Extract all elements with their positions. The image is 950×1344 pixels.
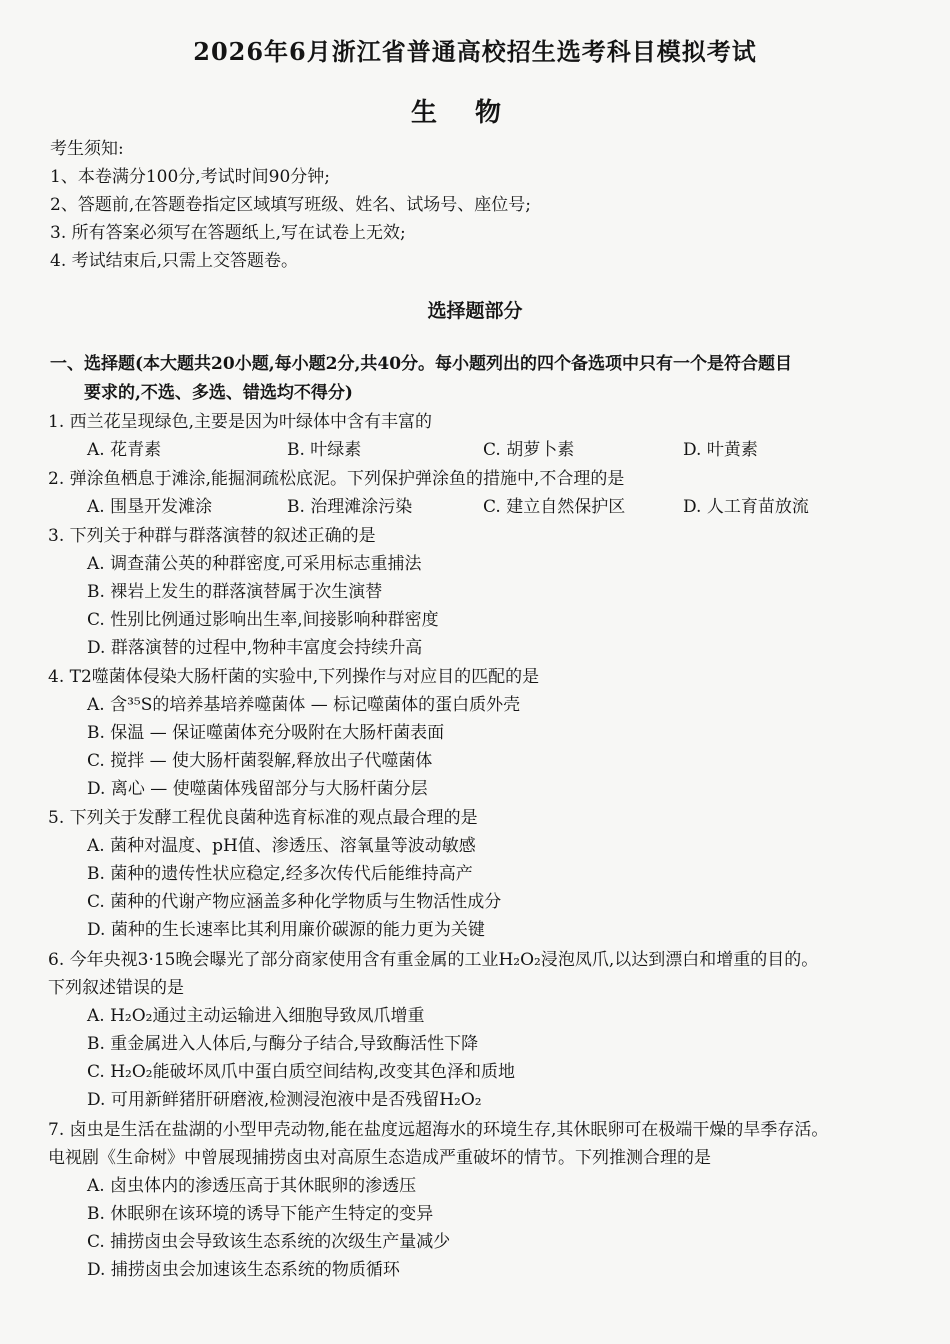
notice-item: 3. 所有答案必须写在答题纸上,写在试卷上无效; (50, 223, 406, 243)
option-a: A. 调查蒲公英的种群密度,可采用标志重捕法 (87, 554, 422, 574)
question-2-stem: 2. 弹涂鱼栖息于滩涂,能掘洞疏松底泥。下列保护弹涂鱼的措施中,不合理的是 (48, 469, 625, 489)
option-d: D. 人工育苗放流 (683, 497, 809, 517)
option-c: C. 建立自然保护区 (483, 497, 626, 517)
option-c: C. 菌种的代谢产物应涵盖多种化学物质与生物活性成分 (87, 892, 502, 912)
part-instructions (50, 350, 910, 408)
option-d: D. 捕捞卤虫会加速该生态系统的物质循环 (87, 1260, 400, 1280)
option-c: C. H₂O₂能破坏凤爪中蛋白质空间结构,改变其色泽和质地 (87, 1062, 516, 1082)
option-a: A. 围垦开发滩涂 (87, 497, 213, 517)
option-b: B. 叶绿素 (287, 440, 362, 460)
question-3-stem: 3. 下列关于种群与群落演替的叙述正确的是 (48, 526, 376, 546)
option-c: C. 搅拌 — 使大肠杆菌裂解,释放出子代噬菌体 (87, 751, 433, 771)
question-5-stem: 5. 下列关于发酵工程优良菌种选育标准的观点最合理的是 (48, 808, 478, 828)
question-7-stem-line2: 电视剧《生命树》中曾展现捕捞卤虫对高原生态造成严重破坏的情节。下列推测合理的是 (48, 1148, 711, 1168)
option-d: D. 叶黄素 (683, 440, 758, 460)
question-6-stem (48, 946, 918, 1002)
option-b: B. 保温 — 保证噬菌体充分吸附在大肠杆菌表面 (87, 723, 445, 743)
option-c: C. 捕捞卤虫会导致该生态系统的次级生产量减少 (87, 1232, 451, 1252)
option-b: B. 裸岩上发生的群落演替属于次生演替 (87, 582, 383, 602)
notice-item: 4. 考试结束后,只需上交答题卷。 (50, 251, 299, 271)
option-a: A. 菌种对温度、pH值、渗透压、溶氧量等波动敏感 (87, 836, 476, 856)
section-heading: 选择题部分 (427, 300, 523, 322)
exam-title: 2026年6月浙江省普通高校招生选考科目模拟考试 (193, 37, 757, 66)
option-d: D. 可用新鲜猪肝研磨液,检测浸泡液中是否残留H₂O₂ (87, 1090, 482, 1110)
notice-item: 1、本卷满分100分,考试时间90分钟; (50, 167, 331, 187)
option-c: C. 性别比例通过影响出生率,间接影响种群密度 (87, 610, 439, 630)
option-a: A. H₂O₂通过主动运输进入细胞导致凤爪增重 (87, 1006, 425, 1026)
option-b: B. 重金属进入人体后,与酶分子结合,导致酶活性下降 (87, 1034, 479, 1054)
option-d: D. 菌种的生长速率比其利用廉价碳源的能力更为关键 (87, 920, 485, 940)
option-d: D. 群落演替的过程中,物种丰富度会持续升高 (87, 638, 423, 658)
part-instructions-line1: 一、选择题(本大题共20小题,每小题2分,共40分。每小题列出的四个备选项中只有一个是符合题目 (50, 354, 793, 374)
notice-heading: 考生须知: (50, 139, 124, 159)
question-7-stem (48, 1116, 918, 1172)
question-1-stem: 1. 西兰花呈现绿色,主要是因为叶绿体中含有丰富的 (48, 412, 433, 432)
option-a: A. 含³⁵S的培养基培养噬菌体 — 标记噬菌体的蛋白质外壳 (87, 695, 521, 715)
notice-item: 2、答题前,在答题卷指定区域填写班级、姓名、试场号、座位号; (50, 195, 531, 215)
option-b: B. 菌种的遗传性状应稳定,经多次传代后能维持高产 (87, 864, 473, 884)
question-6-stem-line2: 下列叙述错误的是 (48, 978, 184, 998)
option-c: C. 胡萝卜素 (483, 440, 575, 460)
option-d: D. 离心 — 使噬菌体残留部分与大肠杆菌分层 (87, 779, 428, 799)
subject-title: 生物 (410, 98, 539, 128)
option-b: B. 治理滩涂污染 (287, 497, 413, 517)
option-b: B. 休眠卵在该环境的诱导下能产生特定的变异 (87, 1204, 434, 1224)
option-a: A. 花青素 (87, 440, 162, 460)
question-6-stem-line1: 6. 今年央视3·15晚会曝光了部分商家使用含有重金属的工业H₂O₂浸泡凤爪,以达到漂白和增重的目的。 (48, 950, 819, 970)
part-instructions-line2: 要求的,不选、多选、错选均不得分) (84, 383, 353, 403)
question-7-stem-line1: 7. 卤虫是生活在盐湖的小型甲壳动物,能在盐度远超海水的环境生存,其休眠卵可在极端干燥的旱季存活。 (48, 1120, 829, 1140)
option-a: A. 卤虫体内的渗透压高于其休眠卵的渗透压 (87, 1176, 417, 1196)
question-4-stem: 4. T2噬菌体侵染大肠杆菌的实验中,下列操作与对应目的匹配的是 (48, 667, 540, 687)
